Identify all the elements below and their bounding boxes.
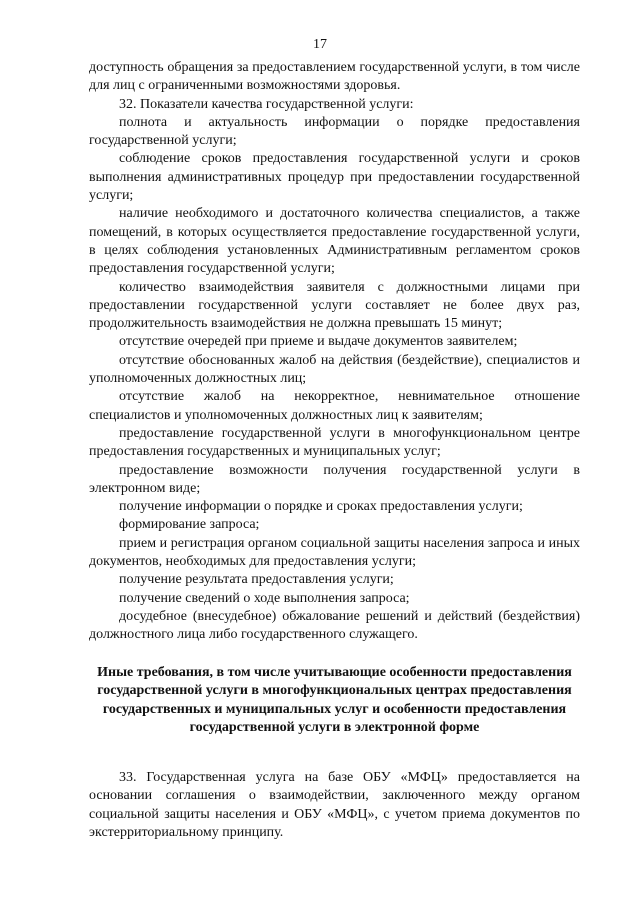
paragraph: отсутствие очередей при приеме и выдаче документов заявителем; [119,334,518,350]
body-text [89,59,580,645]
paragraph: получение информации о порядке и сроках предоставления услуги; [119,499,523,515]
paragraph: полнота и актуальность информации о порядке предоставления государственной услуги; [89,114,580,149]
body-text-after-heading [89,769,580,842]
paragraph: предоставление государственной услуги в многофункциональном центре предоставления государственных и муниципальных услуг; [89,425,580,460]
paragraph: досудебное (внесудебное) обжалование решений и действий (бездействия) должностного лица либо государственного служащего. [89,608,580,643]
paragraph: прием и регистрация органом социальной защиты населения запроса и иных документов, необходимых для предоставления услуги; [89,535,580,570]
paragraph: соблюдение сроков предоставления государственной услуги и сроков выполнения административных процедур при предоставлении государственной услуги; [89,151,580,204]
section-heading: Иные требования, в том числе учитывающие особенности предоставления государственной услуги в многофункциональных центрах предоставления государственных и муниципальных услуг и особенности предоставления государственной услуги в электронной форме [97,665,572,735]
paragraph: получение сведений о ходе выполнения запроса; [119,590,410,606]
paragraph: предоставление возможности получения государственной услуги в электронном виде; [89,462,580,496]
paragraph: отсутствие жалоб на некорректное, невнимательное отношение специалистов и уполномоченных должностных лиц к заявителям; [89,389,580,423]
paragraph: 32. Показатели качества государственной услуги: [119,96,414,112]
paragraph: наличие необходимого и достаточного количества специалистов, а также помещений, в которых осуществляется предоставление государственной услуги, в целях соблюдения установленных Административным регламентом сроков предоставления государственной услуги; [89,206,580,277]
page-number: 17 [313,37,327,52]
paragraph: получение результата предоставления услуги; [119,572,394,588]
paragraph: формирование запроса; [119,517,260,533]
paragraph: количество взаимодействия заявителя с должностными лицами при предоставлении государственной услуги составляет не более двух раз, продолжительность взаимодействия не должна превышать 15 минут; [89,279,580,332]
paragraph: 33. Государственная услуга на базе ОБУ «МФЦ» предоставляется на основании соглашения о взаимодействии, заключенного между органом социальной защиты населения и ОБУ «МФЦ», с учетом приема документов по экстерриториальному принципу. [89,770,580,840]
paragraph: доступность обращения за предоставлением государственной услуги, в том числе для лиц с ограниченными возможностями здоровья. [89,60,580,94]
paragraph: отсутствие обоснованных жалоб на действия (бездействие), специалистов и уполномоченных должностных лиц; [89,352,580,387]
